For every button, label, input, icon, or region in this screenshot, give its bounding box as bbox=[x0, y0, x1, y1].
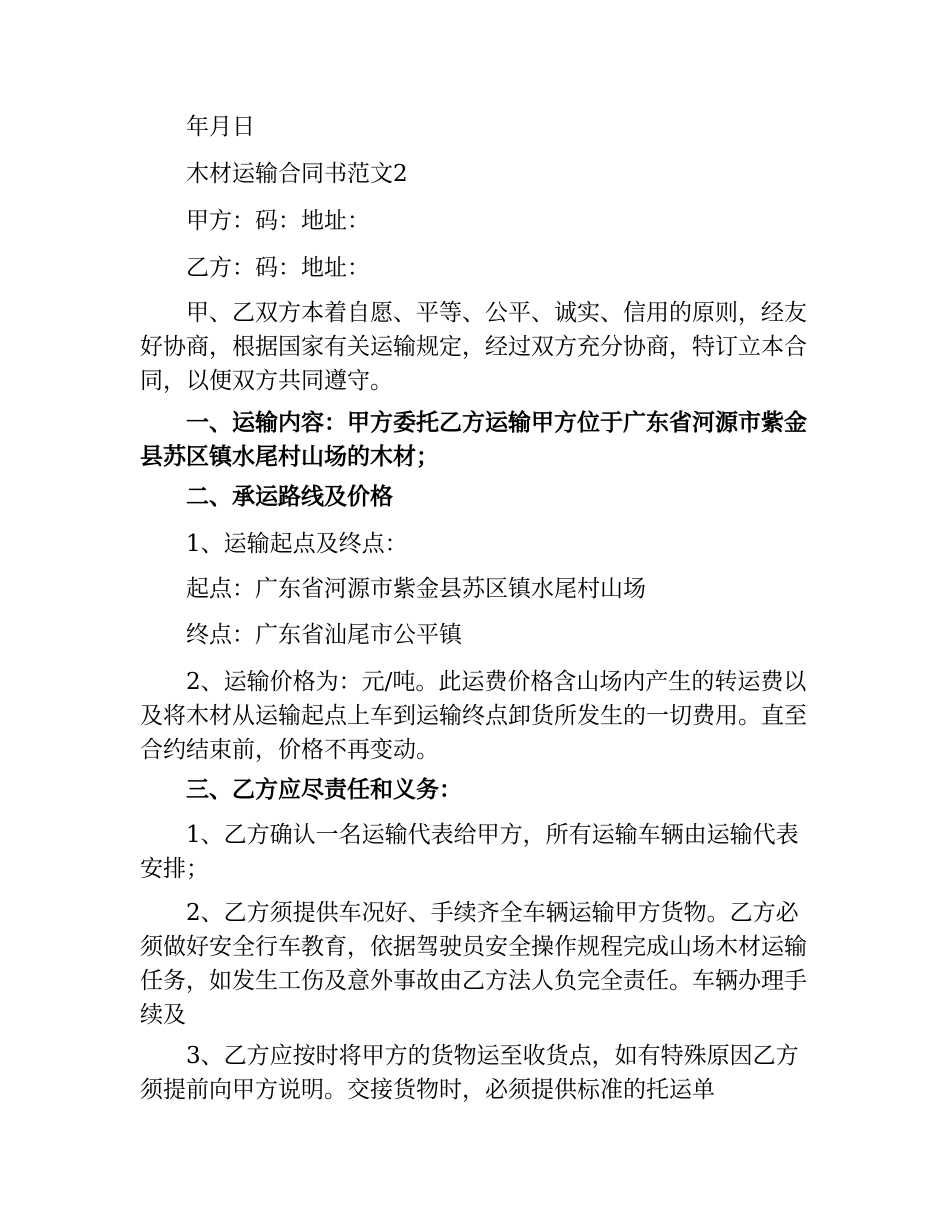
end-point-line: 终点：广东省汕尾市公平镇 bbox=[186, 622, 462, 648]
party-b-line: 乙方：码：地址： bbox=[186, 255, 370, 281]
date-line: 年月日 bbox=[186, 114, 255, 140]
section-1-heading: 一、运输内容：甲方委托乙方运输甲方位于广东省河源市紫金县苏区镇水尾村山场的木材； bbox=[140, 409, 807, 470]
preamble-paragraph: 甲、乙双方本着自愿、平等、公平、诚实、信用的原则，经友好协商，根据国家有关运输规定，经过双方充分协商，特订立本合同，以便双方共同遵守。 bbox=[140, 300, 807, 394]
section-2-heading: 二、承运路线及价格 bbox=[186, 483, 393, 510]
route-subheading: 1、运输起点及终点： bbox=[186, 531, 408, 557]
duty-1-paragraph: 1、乙方确认一名运输代表给甲方，所有运输车辆由运输代表安排； bbox=[140, 822, 799, 882]
duty-3-paragraph: 3、乙方应按时将甲方的货物运至收货点，如有特殊原因乙方须提前向甲方说明。交接货物时，必须提供标准的托运单 bbox=[140, 1043, 799, 1103]
document-title: 木材运输合同书范文2 bbox=[186, 161, 408, 187]
start-point-line: 起点：广东省河源市紫金县苏区镇水尾村山场 bbox=[186, 576, 646, 602]
duty-2-paragraph: 2、乙方须提供车况好、手续齐全车辆运输甲方货物。乙方必须做好安全行车教育，依据驾驶员安全操作规程完成山场木材运输任务，如发生工伤及意外事故由乙方法人负完全责任。车辆办理手续及 bbox=[140, 900, 807, 1028]
section-3-heading: 三、乙方应尽责任和义务： bbox=[186, 776, 462, 803]
price-paragraph: 2、运输价格为：元/吨。此运费价格含山场内产生的转运费以及将木材从运输起点上车到运输终点卸货所发生的一切费用。直至合约结束前，价格不再变动。 bbox=[140, 669, 807, 763]
party-a-line: 甲方：码：地址： bbox=[186, 208, 370, 234]
